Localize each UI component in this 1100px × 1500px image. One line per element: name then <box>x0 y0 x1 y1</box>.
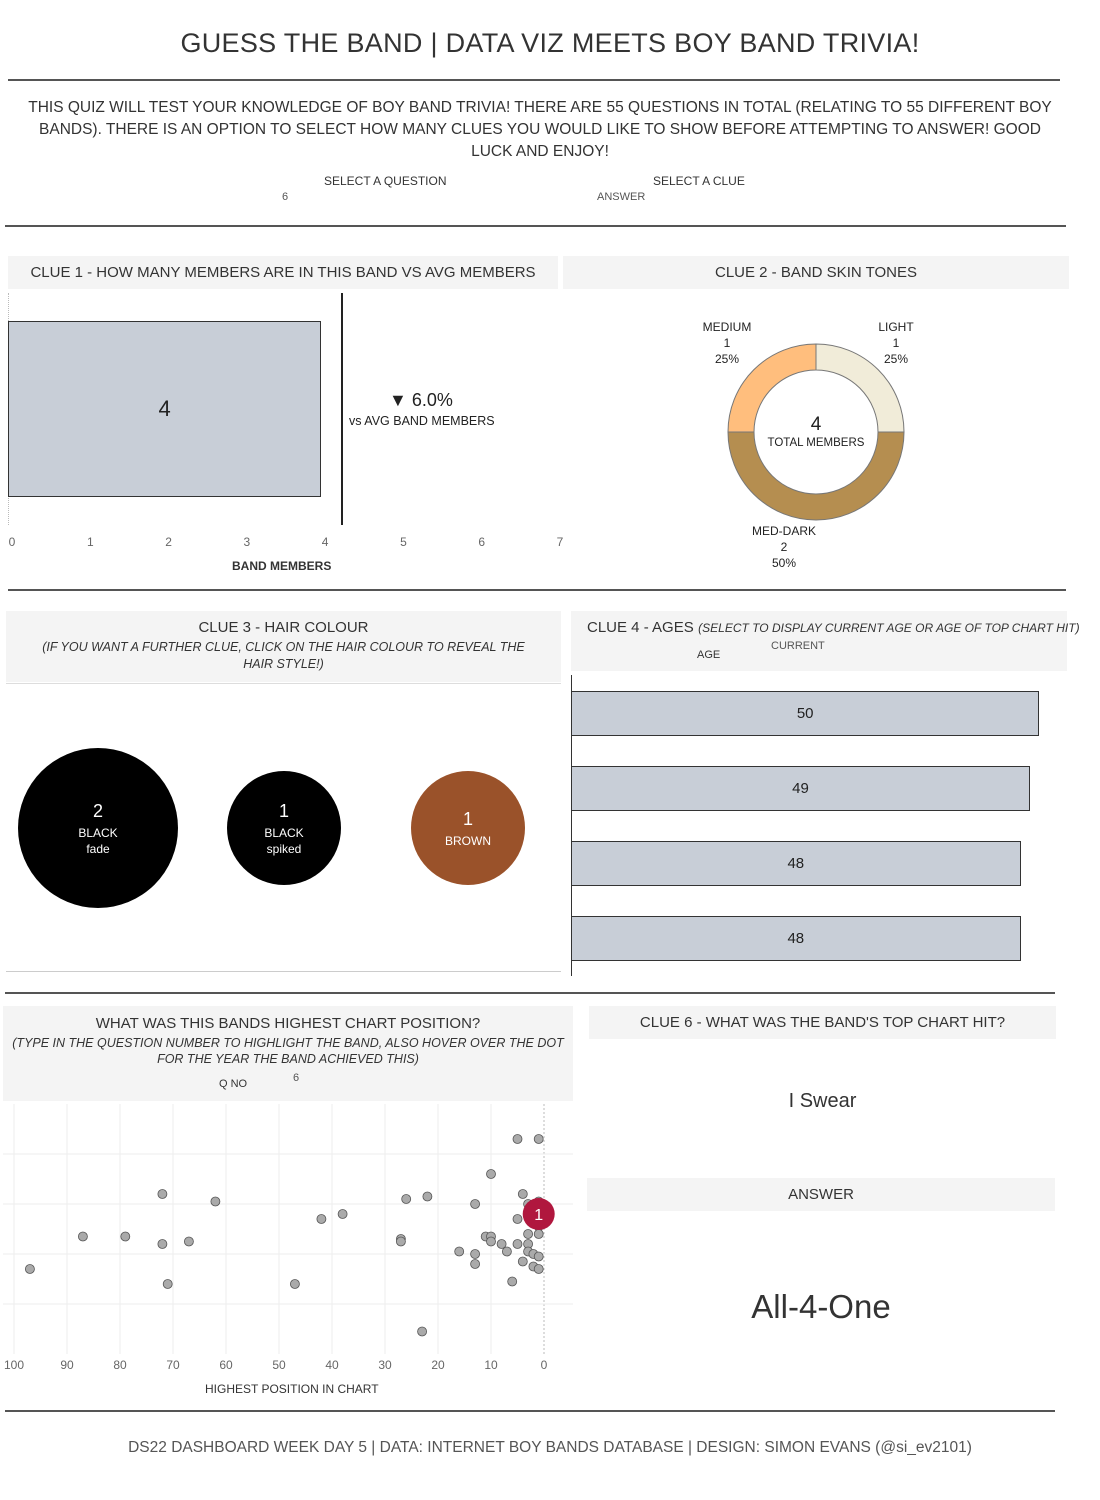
scatter-point[interactable] <box>524 1230 533 1239</box>
top-chart-hit: I Swear <box>788 1090 857 1112</box>
clue1-kpi <box>349 390 559 428</box>
age-bar[interactable]: 48 <box>571 916 1021 961</box>
clue1-x-tick: 4 <box>321 535 329 549</box>
donut-label-medium-name: MEDIUM <box>702 320 752 334</box>
clue5-x-tick: 80 <box>113 1358 127 1372</box>
clue3-header <box>6 611 561 682</box>
clue4-subtitle: (SELECT TO DISPLAY CURRENT AGE OR AGE OF TOP CHART HIT) <box>698 621 1080 635</box>
scatter-point[interactable] <box>487 1237 496 1246</box>
clue6-header <box>589 1006 1056 1039</box>
scatter-point[interactable] <box>471 1200 480 1209</box>
age-selector[interactable]: CURRENT <box>771 640 825 652</box>
age-bar[interactable]: 48 <box>571 841 1021 886</box>
clue5-x-tick: 20 <box>431 1358 445 1372</box>
clue5-x-tick: 40 <box>325 1358 339 1372</box>
clue1-x-tick: 3 <box>243 535 251 549</box>
clue4-title-row <box>587 619 1080 637</box>
hair-bubble-black-spiked[interactable] <box>227 771 341 885</box>
donut-label-light <box>866 319 926 367</box>
clue1-x-tick: 0 <box>8 535 16 549</box>
clue2-total-value: 4 <box>810 414 822 435</box>
scatter-point[interactable] <box>471 1260 480 1269</box>
hair-bubble-count: 1 <box>462 808 473 829</box>
age-bar[interactable]: 49 <box>571 766 1030 811</box>
clue5-x-tick: 0 <box>540 1358 548 1372</box>
qno-input[interactable]: 6 <box>293 1072 300 1084</box>
scatter-point[interactable] <box>423 1192 432 1201</box>
clue3-subtitle: (IF YOU WANT A FURTHER CLUE, CLICK ON THE HAIR COLOUR TO REVEAL THE HAIR STYLE!) <box>42 640 525 671</box>
donut-label-light-name: LIGHT <box>878 320 914 334</box>
hair-bubble-colour: BLACK <box>264 825 304 840</box>
answer-title: ANSWER <box>788 1186 854 1203</box>
clue1-x-axis-title: BAND MEMBERS <box>232 559 332 573</box>
hair-bubble-black-fade[interactable] <box>18 748 178 908</box>
hair-bubble-count: 1 <box>278 800 289 821</box>
age-bar[interactable]: 50 <box>571 691 1039 736</box>
row1-divider <box>8 589 1066 591</box>
clue2-title: CLUE 2 - BAND SKIN TONES <box>714 264 917 281</box>
scatter-point[interactable] <box>78 1232 87 1241</box>
clue1-kpi-label: vs AVG BAND MEMBERS <box>349 414 495 428</box>
donut-label-light-count: 1 <box>892 336 900 350</box>
scatter-point[interactable] <box>534 1252 543 1261</box>
clue5-x-tick: 60 <box>219 1358 233 1372</box>
clue5-scatter-plot <box>3 1104 573 1354</box>
scatter-point[interactable] <box>455 1247 464 1256</box>
clue5-x-tick: 10 <box>484 1358 498 1372</box>
scatter-point[interactable] <box>502 1247 511 1256</box>
donut-label-light-pct: 25% <box>883 352 909 366</box>
scatter-point[interactable] <box>534 1230 543 1239</box>
scatter-point[interactable] <box>163 1280 172 1289</box>
clue1-member-bar[interactable] <box>8 321 321 497</box>
scatter-point[interactable] <box>534 1265 543 1274</box>
footer-credits: DS22 DASHBOARD WEEK DAY 5 | DATA: INTERNET BOY BANDS DATABASE | DESIGN: SIMON EVANS (@si_ev2101) <box>128 1439 972 1456</box>
hair-bubble-colour: BROWN <box>445 833 491 848</box>
donut-label-medium <box>692 319 762 367</box>
donut-label-medium-pct: 25% <box>714 352 740 366</box>
clue6-title: CLUE 6 - WHAT WAS THE BAND'S TOP CHART HIT? <box>639 1014 1006 1031</box>
scatter-point[interactable] <box>513 1215 522 1224</box>
band-answer: All-4-One <box>751 1288 891 1325</box>
scatter-point[interactable] <box>518 1257 527 1266</box>
scatter-highlight-label: 1 <box>534 1207 544 1224</box>
clue1-x-tick: 6 <box>478 535 486 549</box>
scatter-point[interactable] <box>338 1210 347 1219</box>
clue5-header <box>3 1006 573 1101</box>
hair-bubble-style: spiked <box>266 841 302 856</box>
hair-bubble-colour: BLACK <box>78 825 118 840</box>
clue1-x-tick: 5 <box>400 535 407 549</box>
scatter-point[interactable] <box>487 1170 496 1179</box>
clue2-center <box>756 414 876 449</box>
donut-label-med-dark <box>744 523 824 571</box>
clue1-header <box>8 256 558 289</box>
clue-selector-label: SELECT A CLUE <box>653 174 745 188</box>
clue3-bottom-rule <box>6 971 561 972</box>
scatter-point[interactable] <box>317 1215 326 1224</box>
scatter-point[interactable] <box>158 1240 167 1249</box>
hair-bubble-count: 2 <box>92 800 103 821</box>
scatter-point[interactable] <box>513 1135 522 1144</box>
scatter-point[interactable] <box>121 1232 130 1241</box>
clue5-x-tick: 30 <box>378 1358 392 1372</box>
scatter-point[interactable] <box>211 1197 220 1206</box>
donut-label-med-dark-count: 2 <box>780 540 788 554</box>
age-selector-label: AGE <box>697 649 721 661</box>
clue2-total-label: TOTAL MEMBERS <box>767 437 865 449</box>
clue5-x-axis-title: HIGHEST POSITION IN CHART <box>205 1382 379 1396</box>
page-title: GUESS THE BAND | DATA VIZ MEETS BOY BAND TRIVIA! <box>180 28 920 58</box>
row2-divider <box>5 992 1055 994</box>
scatter-point[interactable] <box>396 1237 405 1246</box>
scatter-point[interactable] <box>184 1237 193 1246</box>
donut-label-med-dark-name: MED-DARK <box>751 524 816 538</box>
clue1-average-line <box>341 293 343 525</box>
scatter-point[interactable] <box>518 1190 527 1199</box>
scatter-point[interactable] <box>418 1327 427 1336</box>
scatter-point[interactable] <box>471 1250 480 1259</box>
clue1-kpi-value: ▼ 6.0% <box>389 390 453 410</box>
clue5-x-tick: 50 <box>272 1358 286 1372</box>
clue5-subtitle: (TYPE IN THE QUESTION NUMBER TO HIGHLIGHT THE BAND, ALSO HOVER OVER THE DOT FOR THE YEAR THE BAND ACHIEVED THIS) <box>12 1036 564 1066</box>
clue3-header-rule <box>6 683 561 684</box>
hair-bubble-style: fade <box>86 841 110 856</box>
clue1-title: CLUE 1 - HOW MANY MEMBERS ARE IN THIS BAND VS AVG MEMBERS <box>30 264 536 281</box>
question-selector-label: SELECT A QUESTION <box>324 174 447 188</box>
scatter-point[interactable] <box>158 1190 167 1199</box>
donut-label-med-dark-pct: 50% <box>771 556 797 570</box>
scatter-point[interactable] <box>513 1240 522 1249</box>
clue2-header <box>563 256 1069 289</box>
clue1-x-tick: 7 <box>556 535 564 549</box>
clue1-x-tick: 2 <box>165 535 172 549</box>
scatter-point[interactable] <box>25 1265 34 1274</box>
scatter-point[interactable] <box>402 1195 411 1204</box>
intro-text: THIS QUIZ WILL TEST YOUR KNOWLEDGE OF BOY BAND TRIVIA! THERE ARE 55 QUESTIONS IN TOTAL (RELATING TO 55 DIFFERENT BOY BANDS). THERE IS AN OPTION TO SELECT HOW MANY CLUES YOU WOULD LIKE TO SHOW BEFORE ATTEMPTING TO ANSWER! GOOD LUCK AND ENJOY! <box>28 99 1052 160</box>
clue5-x-tick: 100 <box>3 1358 25 1372</box>
clue5-title: WHAT WAS THIS BANDS HIGHEST CHART POSITION? <box>95 1015 481 1032</box>
clue1-bar-label: 4 <box>158 396 171 421</box>
scatter-point[interactable] <box>290 1280 299 1289</box>
scatter-point[interactable] <box>534 1135 543 1144</box>
scatter-point[interactable] <box>508 1277 517 1286</box>
controls-divider <box>5 225 1066 227</box>
donut-label-medium-count: 1 <box>723 336 731 350</box>
clue1-x-tick: 1 <box>86 535 94 549</box>
clue4-header <box>571 611 1080 671</box>
clue-selector[interactable]: ANSWER <box>597 191 646 203</box>
title-divider <box>8 79 1060 81</box>
question-selector[interactable]: 6 <box>282 191 289 203</box>
clue3-title: CLUE 3 - HAIR COLOUR <box>198 619 369 636</box>
answer-header <box>587 1178 1055 1211</box>
clue4-title: CLUE 4 - AGES <box>587 619 694 636</box>
clue5-x-tick: 70 <box>166 1358 180 1372</box>
clue5-x-tick: 90 <box>60 1358 74 1372</box>
footer-divider <box>5 1410 1055 1412</box>
qno-label: Q NO <box>219 1078 248 1090</box>
hair-bubble-brown[interactable] <box>411 771 525 885</box>
